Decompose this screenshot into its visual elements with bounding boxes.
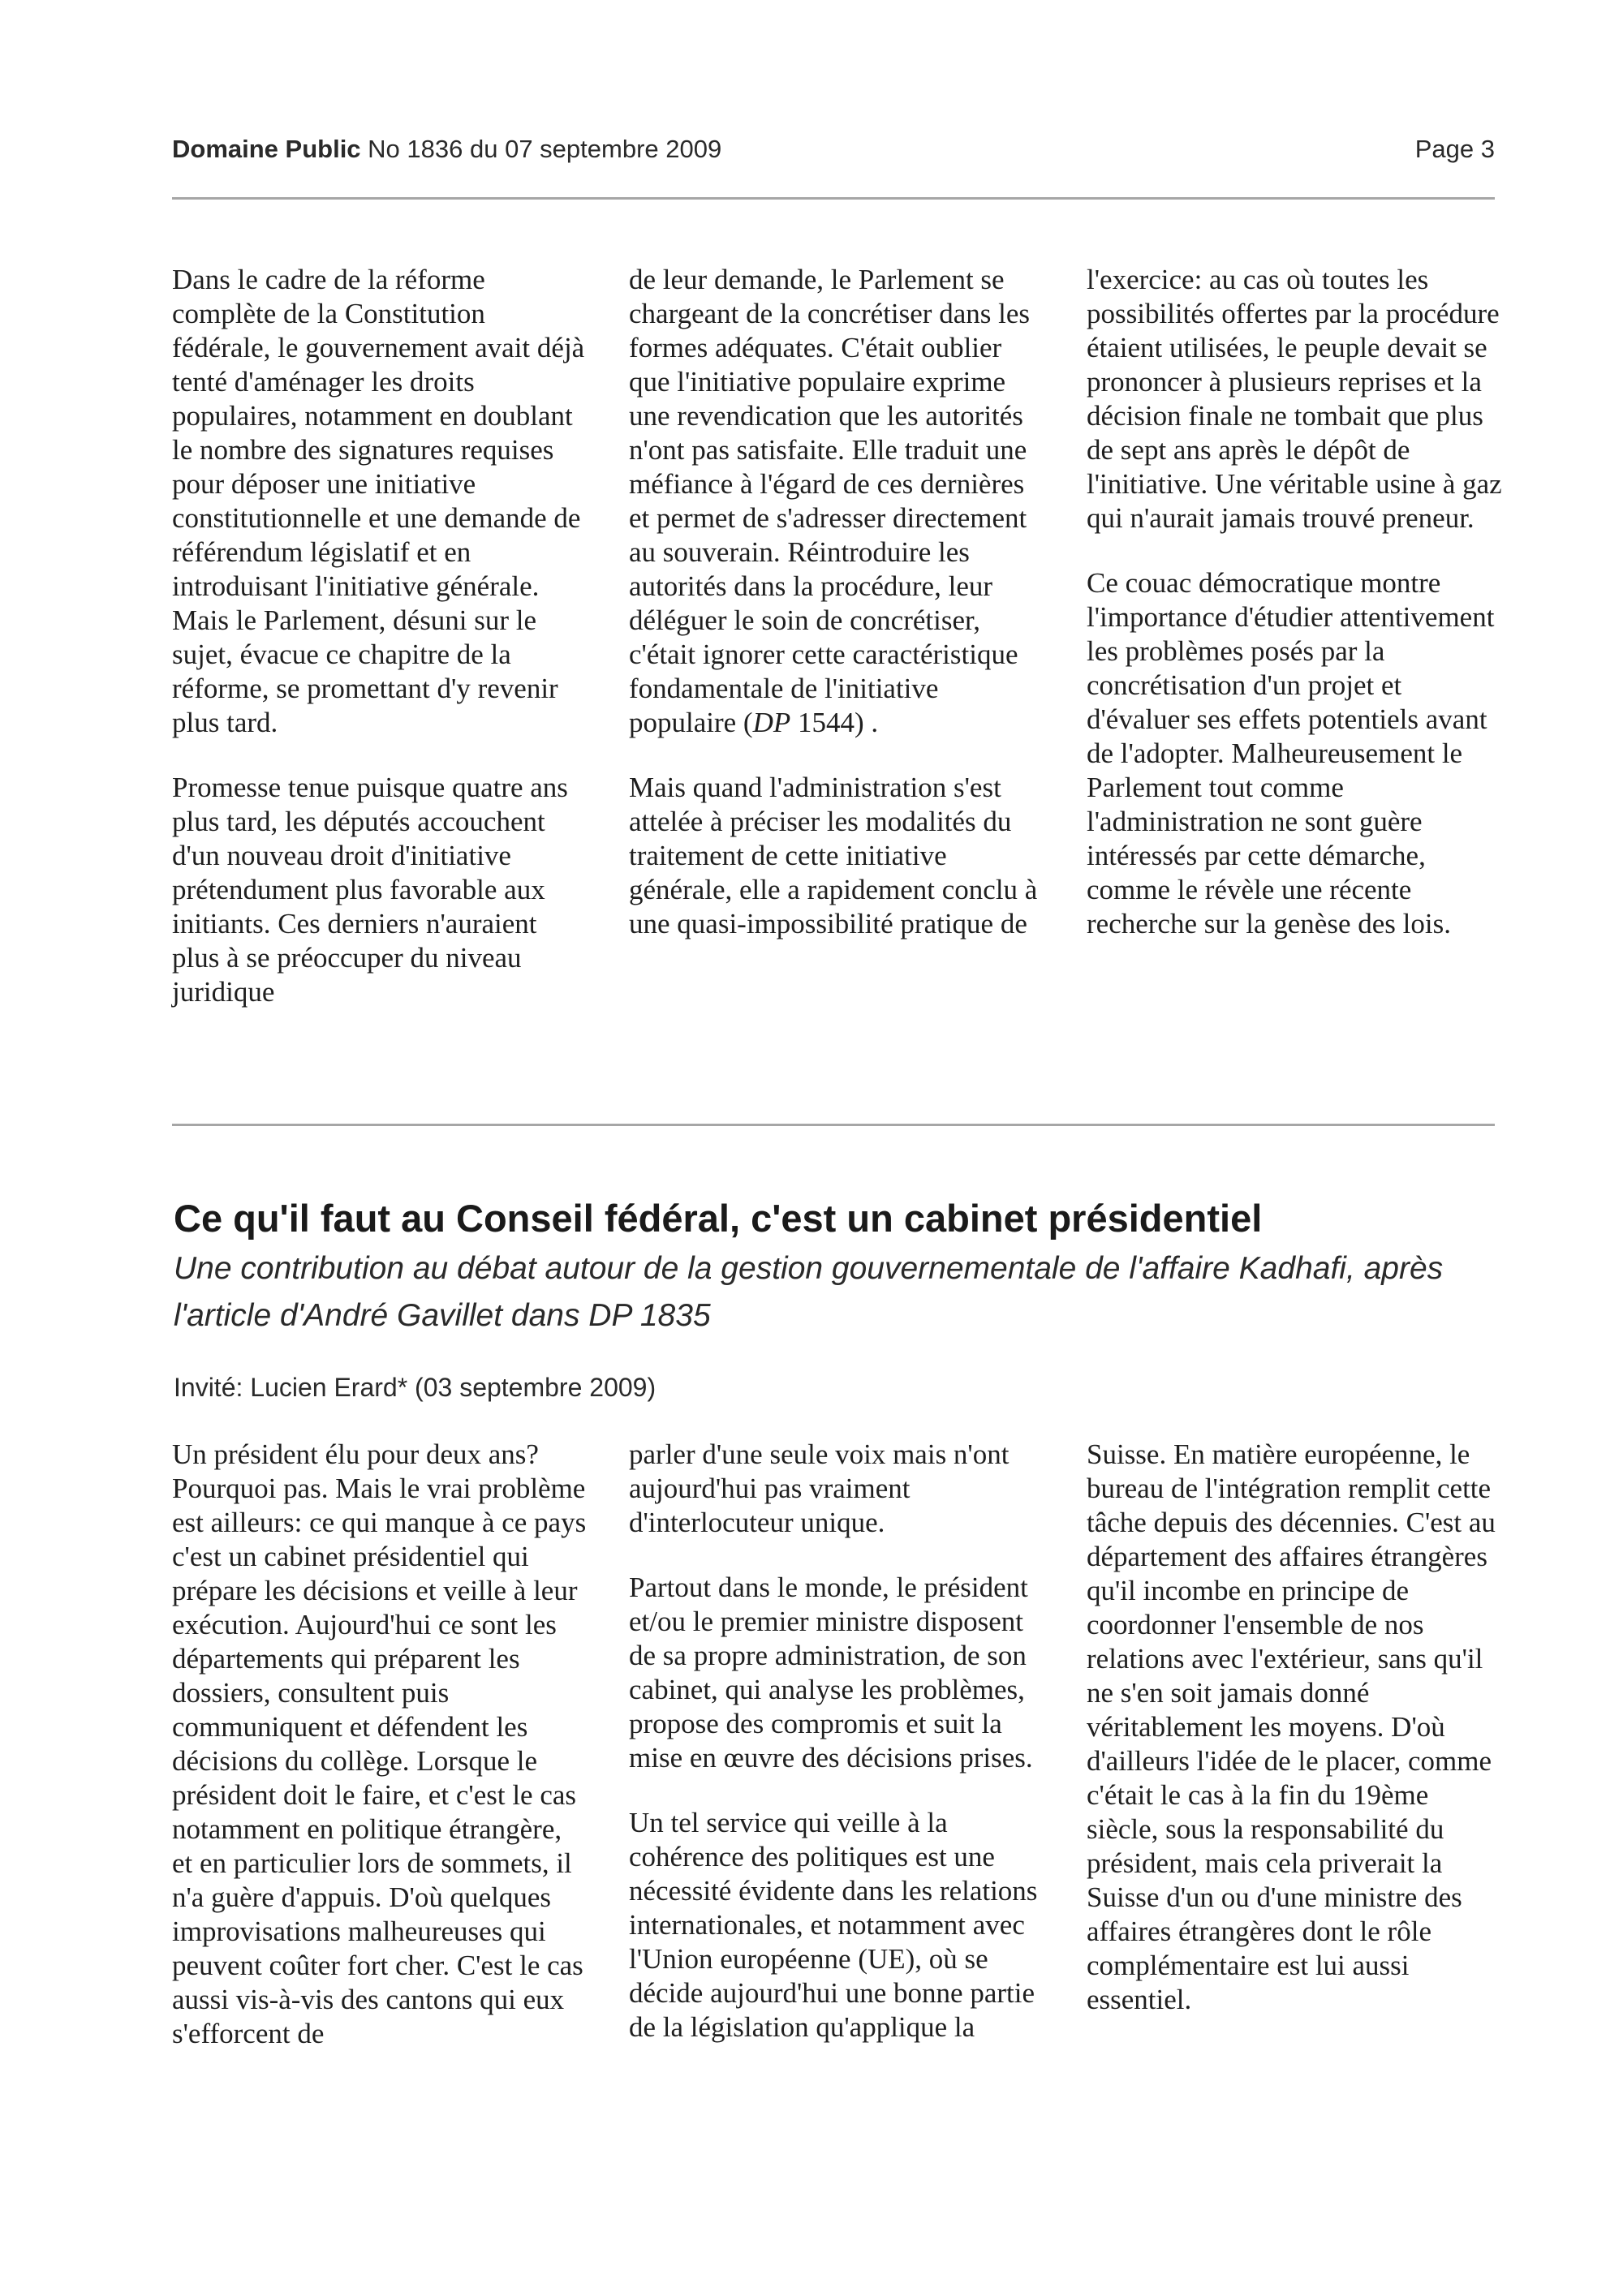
paragraph: parler d'une seule voix mais n'ont aujourd'hui pas vraiment d'interlocuteur unique. [629, 1438, 1010, 1538]
page-number: Page 3 [1414, 135, 1495, 163]
paragraph: Ce couac démocratique montre l'importance d'étudier attentivement les problèmes posés par la concrétisation d'un projet et d'évaluer ses effets potentiels avant de l'adopter. Malheureusement le Parlement tout comme l'administration ne sont guère intéressés par cette démarche, comme le révèle une récente recherche sur la genèse des lois. [1087, 567, 1495, 939]
article2-column-1 [172, 1438, 588, 2082]
paragraph-text: de leur demande, le Parlement se chargeant de la concrétiser dans les formes adéquates. C'était oublier que l'initiative populaire exprime une revendication que les autorités n'ont pas satisfaite. Elle traduit une méfiance à l'égard de ces dernières et permet de s'adresser directement au souverain. Réintroduire les autorités dans la procédure, leur déléguer le soin de concrétiser, c'était ignorer cette caractéristique fondamentale de l'initiative populaire ( [629, 264, 1030, 738]
article2-column-2 [629, 1438, 1044, 2075]
issue-info: No 1836 du 07 septembre 2009 [368, 135, 722, 163]
paragraph: Partout dans le monde, le président et/ou le premier ministre disposent de sa propre administration, de son cabinet, qui analyse les problèmes, propose des compromis et suit la mise en œuvre des décisions prises. [629, 1572, 1033, 1774]
article1-column-2 [629, 263, 1044, 972]
paragraph: Mais quand l'administration s'est attelée à préciser les modalités du traitement de cette initiative générale, elle a rapidement conclu à une quasi-impossibilité pratique de [629, 772, 1038, 939]
article1-column-1 [172, 263, 588, 1040]
dp-reference: DP [752, 707, 791, 738]
article1-column-3 [1087, 263, 1502, 972]
paragraph: Dans le cadre de la réforme complète de la Constitution fédérale, le gouvernement avait déjà tenté d'aménager les droits populaires, notamment en doublant le nombre des signatures requises pour déposer une initiative constitutionnelle et une demande de référendum législatif et en introduisant l'initiative générale. Mais le Parlement, désuni sur le sujet, évacue ce chapitre de la réforme, se promettant d'y revenir plus tard. [172, 264, 585, 738]
section-divider [172, 1124, 1495, 1126]
page-header [172, 131, 1495, 167]
paragraph: Un tel service qui veille à la cohérence des politiques est une nécessité évidente dans les relations internationales, et notamment avec l'Union européenne (UE), où se décide aujourd'hui une bonne partie de la législation qu'applique la [629, 1807, 1038, 2043]
header-divider [172, 197, 1495, 200]
article-subtitle: Une contribution au débat autour de la gestion gouvernementale de l'affaire Kadhafi, après l'article d'André Gavillet dans DP 1835 [174, 1251, 1444, 1333]
article-byline: Invité: Lucien Erard* (03 septembre 2009) [174, 1373, 657, 1402]
article-title: Ce qu'il faut au Conseil fédéral, c'est un cabinet présidentiel [174, 1197, 1263, 1240]
publication-name: Domaine Public [172, 135, 361, 163]
paragraph-text: 1544) . [790, 707, 879, 738]
paragraph [629, 263, 1044, 740]
paragraph: Un président élu pour deux ans? Pourquoi pas. Mais le vrai problème est ailleurs: ce qui manque à ce pays c'est un cabinet présidentiel qui prépare les décisions et veille à leur exécution. Aujourd'hui ce sont les départements qui préparent les dossiers, consultent puis communiquent et défendent les décisions du collège. Lorsque le président doit le faire, et c'est le cas notamment en politique étrangère, et en particulier lors de sommets, il n'a guère d'appuis. D'où quelques improvisations malheureuses qui peuvent coûter fort cher. C'est le cas aussi vis-à-vis des cantons qui eux s'efforcent de [172, 1438, 587, 2049]
paragraph: Promesse tenue puisque quatre ans plus tard, les députés accouchent d'un nouveau droit d'initiative prétendument plus favorable aux initiants. Ces derniers n'auraient plus à se préoccuper du niveau juridique [172, 772, 568, 1008]
article2-column-3 [1087, 1438, 1502, 2048]
paragraph: l'exercice: au cas où toutes les possibilités offertes par la procédure étaient utilisées, le peuple devait se prononcer à plusieurs reprises et la décision finale ne tombait que plus de sept ans après le dépôt de l'initiative. Une véritable usine à gaz qui n'aurait jamais trouvé preneur. [1087, 264, 1502, 534]
paragraph: Suisse. En matière européenne, le bureau de l'intégration remplit cette tâche depuis des décennies. C'est au département des affaires étrangères qu'il incombe en principe de coordonner l'ensemble de nos relations avec l'extérieur, sans qu'il ne s'en soit jamais donné véritablement les moyens. D'où d'ailleurs l'idée de le placer, comme c'était le cas à la fin du 19ème siècle, sous la responsabilité du président, mais cela priverait la Suisse d'un ou d'une ministre des affaires étrangères dont le rôle complémentaire est lui aussi essentiel. [1087, 1438, 1496, 2015]
